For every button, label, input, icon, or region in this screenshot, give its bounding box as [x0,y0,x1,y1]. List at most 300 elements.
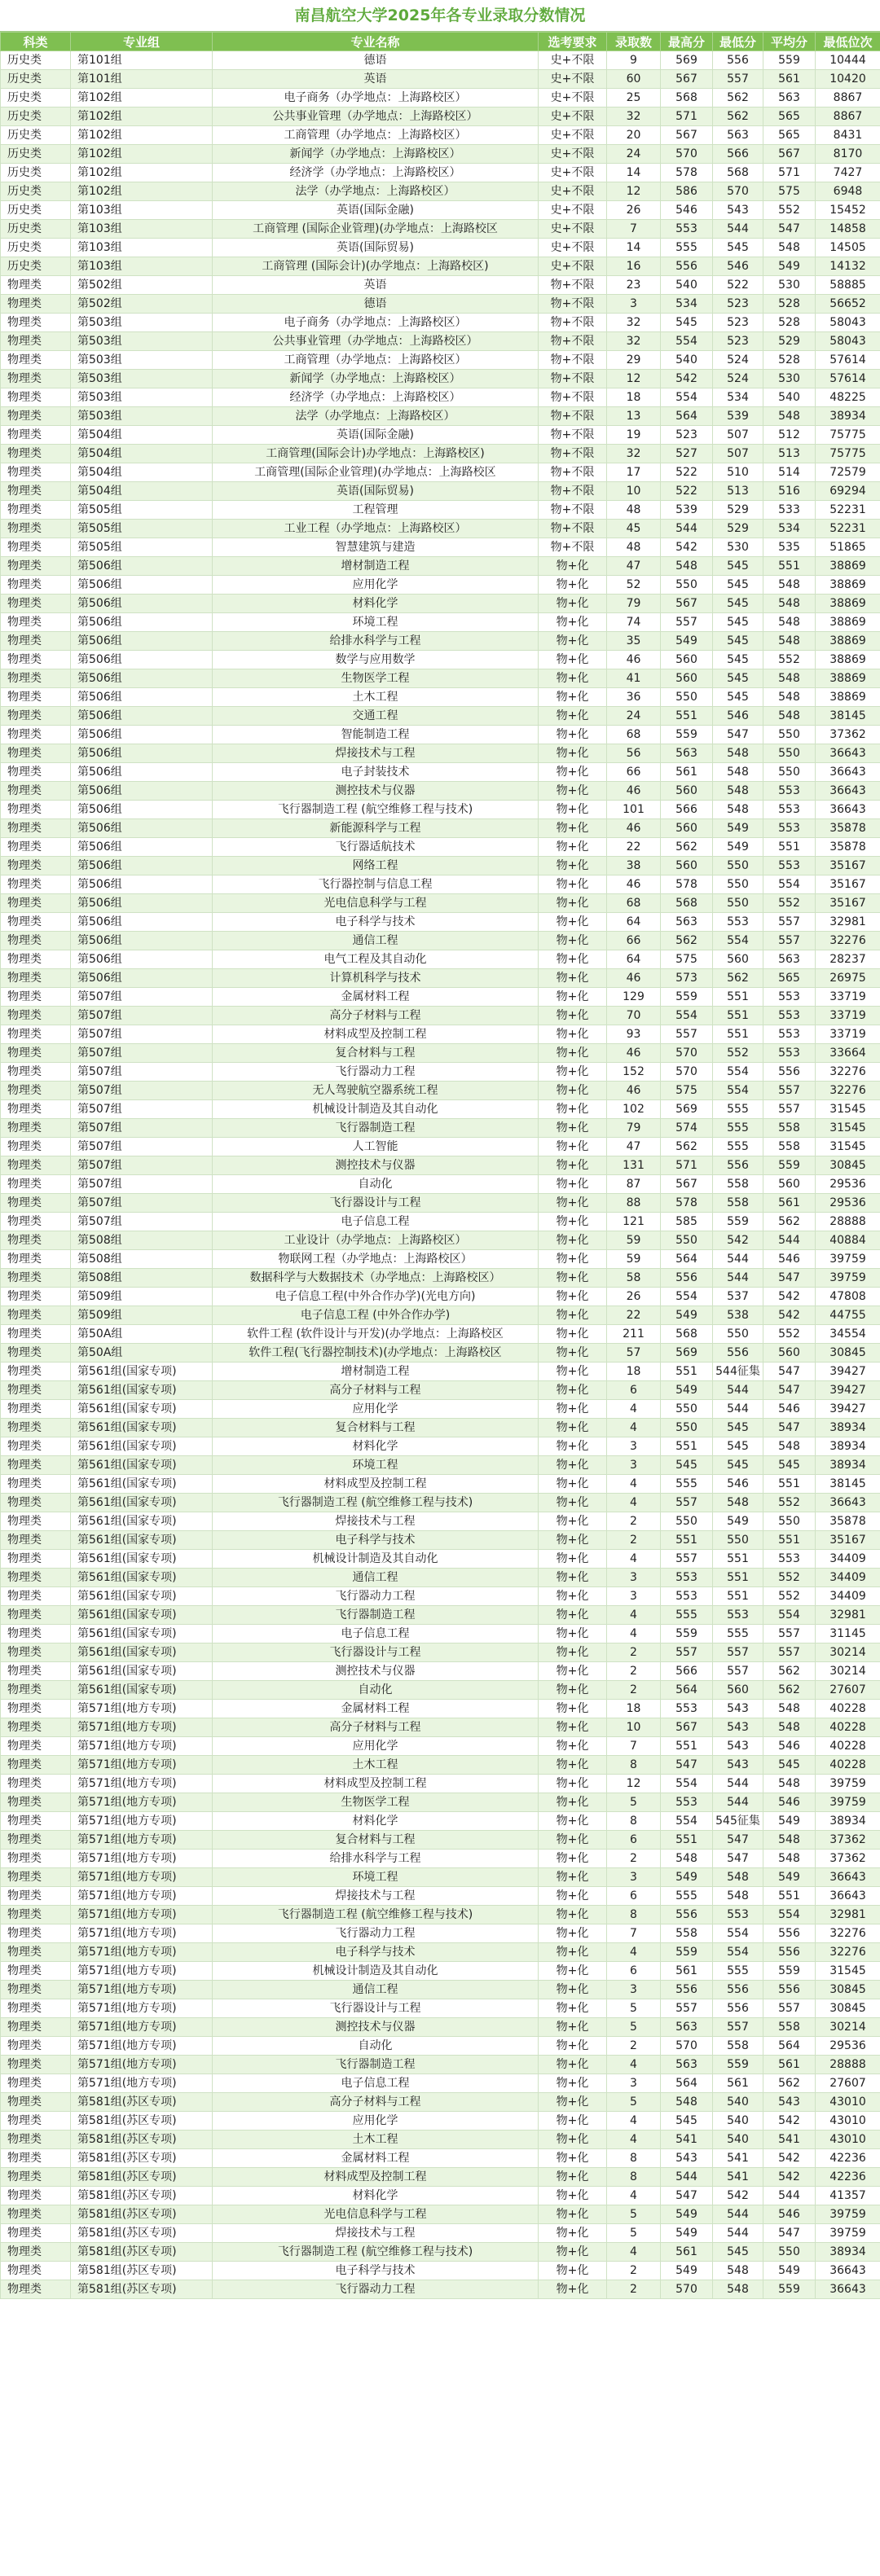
table-row [1,1082,880,1100]
cell-max-score: 548 [661,2093,713,2112]
cell-group: 第506组 [71,969,213,988]
cell-min-rank: 32981 [816,1906,880,1924]
cell-major: 经济学（办学地点：上海路校区） [213,388,539,407]
cell-group: 第506组 [71,576,213,595]
table-row [1,1437,880,1456]
cell-category: 物理类 [1,2037,71,2056]
table-row [1,276,880,295]
cell-min-rank: 31545 [816,1138,880,1156]
cell-admitted: 20 [607,126,661,145]
cell-major: 公共事业管理（办学地点：上海路校区） [213,332,539,351]
cell-avg-score: 564 [763,2037,816,2056]
cell-avg-score: 546 [763,1737,816,1756]
cell-major: 应用化学 [213,1737,539,1756]
cell-avg-score: 565 [763,126,816,145]
cell-min-rank: 30214 [816,1662,880,1681]
cell-major: 土木工程 [213,2131,539,2149]
cell-group: 第571组(地方专项) [71,1756,213,1775]
cell-min-score: 570 [713,182,763,201]
cell-avg-score: 560 [763,1344,816,1363]
cell-min-rank: 38934 [816,1437,880,1456]
table-row [1,2262,880,2280]
cell-avg-score: 563 [763,89,816,108]
cell-requirement: 物+化 [539,950,607,969]
table-row [1,1775,880,1793]
cell-max-score: 566 [661,1662,713,1681]
cell-group: 第508组 [71,1250,213,1269]
cell-group: 第561组(国家专项) [71,1363,213,1381]
cell-requirement: 物+不限 [539,332,607,351]
cell-min-rank: 28237 [816,950,880,969]
cell-min-score: 551 [713,1569,763,1587]
cell-min-rank: 38934 [816,407,880,426]
cell-max-score: 550 [661,1512,713,1531]
cell-admitted: 12 [607,370,661,388]
cell-min-rank: 58043 [816,332,880,351]
header-min-score: 最低分 [713,33,763,51]
cell-avg-score: 556 [763,1924,816,1943]
cell-requirement: 物+化 [539,1213,607,1231]
cell-avg-score: 548 [763,613,816,632]
cell-major: 交通工程 [213,707,539,726]
cell-max-score: 558 [661,1924,713,1943]
cell-group: 第506组 [71,838,213,857]
cell-max-score: 557 [661,1643,713,1662]
cell-min-score: 550 [713,875,763,894]
table-row [1,70,880,89]
cell-max-score: 553 [661,1569,713,1587]
cell-min-score: 548 [713,1887,763,1906]
cell-category: 物理类 [1,1156,71,1175]
table-row [1,1812,880,1831]
cell-group: 第102组 [71,126,213,145]
cell-max-score: 549 [661,632,713,651]
cell-major: 金属材料工程 [213,1700,539,1718]
cell-admitted: 24 [607,707,661,726]
cell-category: 物理类 [1,1494,71,1512]
cell-requirement: 物+化 [539,2093,607,2112]
cell-group: 第571组(地方专项) [71,1812,213,1831]
cell-major: 土木工程 [213,688,539,707]
cell-requirement: 史+不限 [539,51,607,70]
cell-major: 英语(国际金融) [213,426,539,445]
cell-major: 应用化学 [213,1400,539,1419]
cell-major: 高分子材料与工程 [213,1718,539,1737]
cell-min-score: 554 [713,932,763,950]
cell-min-score: 550 [713,894,763,913]
cell-requirement: 物+化 [539,932,607,950]
table-row [1,988,880,1007]
cell-group: 第571组(地方专项) [71,1906,213,1924]
table-row [1,1250,880,1269]
cell-max-score: 563 [661,744,713,763]
cell-admitted: 14 [607,164,661,182]
cell-avg-score: 561 [763,1194,816,1213]
cell-min-score: 545 [713,557,763,576]
cell-avg-score: 557 [763,1643,816,1662]
cell-major: 复合材料与工程 [213,1831,539,1850]
cell-category: 物理类 [1,1606,71,1625]
cell-group: 第506组 [71,669,213,688]
cell-requirement: 物+化 [539,763,607,782]
cell-admitted: 46 [607,969,661,988]
cell-avg-score: 535 [763,538,816,557]
cell-min-score: 541 [713,2168,763,2187]
cell-category: 物理类 [1,669,71,688]
cell-requirement: 物+化 [539,1231,607,1250]
cell-category: 物理类 [1,1082,71,1100]
cell-max-score: 551 [661,1437,713,1456]
table-row [1,482,880,501]
cell-category: 物理类 [1,445,71,463]
cell-min-rank: 31545 [816,1962,880,1981]
cell-min-score: 546 [713,707,763,726]
cell-avg-score: 557 [763,1999,816,2018]
cell-admitted: 23 [607,276,661,295]
cell-min-score: 553 [713,913,763,932]
table-row [1,1569,880,1587]
table-row [1,613,880,632]
cell-max-score: 522 [661,482,713,501]
cell-admitted: 64 [607,913,661,932]
cell-major: 增材制造工程 [213,557,539,576]
cell-group: 第571组(地方专项) [71,1887,213,1906]
cell-group: 第571组(地方专项) [71,1737,213,1756]
cell-min-score: 556 [713,1156,763,1175]
table-row [1,1063,880,1082]
cell-avg-score: 551 [763,557,816,576]
cell-requirement: 物+化 [539,1306,607,1325]
cell-max-score: 544 [661,520,713,538]
cell-group: 第103组 [71,220,213,239]
cell-group: 第503组 [71,332,213,351]
cell-min-rank: 14132 [816,257,880,276]
cell-min-rank: 37362 [816,1850,880,1868]
cell-category: 历史类 [1,145,71,164]
cell-major: 法学（办学地点：上海路校区） [213,407,539,426]
cell-min-score: 545 [713,1437,763,1456]
table-row [1,1531,880,1550]
cell-major: 材料化学 [213,1812,539,1831]
cell-min-score: 540 [713,2112,763,2131]
cell-min-rank: 31545 [816,1119,880,1138]
cell-avg-score: 548 [763,1775,816,1793]
cell-min-rank: 33719 [816,988,880,1007]
cell-major: 材料成型及控制工程 [213,1025,539,1044]
cell-category: 物理类 [1,969,71,988]
cell-requirement: 物+化 [539,1475,607,1494]
cell-max-score: 567 [661,70,713,89]
cell-major: 生物医学工程 [213,669,539,688]
cell-avg-score: 562 [763,1681,816,1700]
cell-avg-score: 512 [763,426,816,445]
cell-major: 金属材料工程 [213,2149,539,2168]
cell-major: 工业工程（办学地点：上海路校区） [213,520,539,538]
cell-min-score: 551 [713,1587,763,1606]
cell-min-rank: 27607 [816,1681,880,1700]
table-row [1,1850,880,1868]
cell-requirement: 物+化 [539,1850,607,1868]
cell-min-rank: 43010 [816,2131,880,2149]
cell-avg-score: 552 [763,1569,816,1587]
cell-category: 物理类 [1,1868,71,1887]
cell-avg-score: 553 [763,988,816,1007]
table-row [1,913,880,932]
cell-max-score: 559 [661,726,713,744]
cell-admitted: 68 [607,726,661,744]
cell-major: 电子信息工程(中外合作办学)(光电方向) [213,1288,539,1306]
cell-min-rank: 39759 [816,2224,880,2243]
cell-max-score: 550 [661,1231,713,1250]
cell-avg-score: 528 [763,314,816,332]
cell-requirement: 物+化 [539,1437,607,1456]
cell-group: 第503组 [71,314,213,332]
cell-min-rank: 31145 [816,1625,880,1643]
cell-admitted: 46 [607,1044,661,1063]
cell-avg-score: 541 [763,2131,816,2149]
cell-min-rank: 28888 [816,2056,880,2074]
cell-group: 第506组 [71,651,213,669]
cell-min-rank: 34409 [816,1587,880,1606]
cell-avg-score: 557 [763,932,816,950]
cell-max-score: 553 [661,220,713,239]
cell-group: 第561组(国家专项) [71,1550,213,1569]
cell-max-score: 578 [661,164,713,182]
cell-admitted: 17 [607,463,661,482]
cell-major: 环境工程 [213,1868,539,1887]
cell-admitted: 8 [607,1812,661,1831]
table-row [1,1681,880,1700]
table-row [1,1288,880,1306]
cell-min-rank: 47808 [816,1288,880,1306]
cell-max-score: 570 [661,2280,713,2299]
cell-group: 第581组(苏区专项) [71,2243,213,2262]
cell-group: 第508组 [71,1269,213,1288]
cell-admitted: 19 [607,426,661,445]
cell-category: 物理类 [1,857,71,875]
cell-avg-score: 547 [763,220,816,239]
cell-requirement: 物+化 [539,1569,607,1587]
cell-min-score: 554 [713,1924,763,1943]
cell-admitted: 4 [607,1494,661,1512]
cell-avg-score: 558 [763,2018,816,2037]
cell-min-rank: 57614 [816,370,880,388]
cell-max-score: 553 [661,1793,713,1812]
cell-major: 高分子材料与工程 [213,2093,539,2112]
table-row [1,1156,880,1175]
cell-min-rank: 32276 [816,1943,880,1962]
cell-major: 高分子材料与工程 [213,1381,539,1400]
cell-category: 物理类 [1,1437,71,1456]
cell-min-rank: 26975 [816,969,880,988]
cell-max-score: 549 [661,2205,713,2224]
cell-min-score: 563 [713,126,763,145]
cell-requirement: 物+化 [539,1100,607,1119]
cell-min-score: 547 [713,1850,763,1868]
cell-group: 第571组(地方专项) [71,2037,213,2056]
cell-requirement: 史+不限 [539,201,607,220]
cell-requirement: 物+化 [539,632,607,651]
cell-avg-score: 547 [763,1269,816,1288]
cell-category: 物理类 [1,1569,71,1587]
cell-group: 第581组(苏区专项) [71,2224,213,2243]
cell-max-score: 561 [661,2243,713,2262]
cell-major: 飞行器适航技术 [213,838,539,857]
cell-min-rank: 32981 [816,1606,880,1625]
cell-min-rank: 35167 [816,875,880,894]
cell-admitted: 3 [607,295,661,314]
cell-min-rank: 39427 [816,1381,880,1400]
cell-requirement: 物+化 [539,1681,607,1700]
cell-min-score: 548 [713,1494,763,1512]
cell-max-score: 553 [661,1587,713,1606]
cell-requirement: 物+化 [539,2280,607,2299]
cell-avg-score: 551 [763,1531,816,1550]
cell-group: 第102组 [71,182,213,201]
cell-group: 第507组 [71,1138,213,1156]
cell-min-score: 555 [713,1625,763,1643]
cell-major: 给排水科学与工程 [213,1850,539,1868]
cell-min-score: 524 [713,351,763,370]
cell-max-score: 557 [661,1999,713,2018]
table-row [1,463,880,482]
cell-category: 物理类 [1,2262,71,2280]
cell-requirement: 物+化 [539,2262,607,2280]
cell-major: 飞行器动力工程 [213,1587,539,1606]
cell-major: 工商管理(国际会计)办学地点：上海路校区) [213,445,539,463]
cell-min-score: 552 [713,1044,763,1063]
cell-admitted: 6 [607,1887,661,1906]
cell-requirement: 史+不限 [539,70,607,89]
cell-requirement: 史+不限 [539,182,607,201]
cell-group: 第506组 [71,857,213,875]
cell-category: 历史类 [1,201,71,220]
cell-requirement: 物+化 [539,707,607,726]
cell-group: 第571组(地方专项) [71,1700,213,1718]
cell-min-rank: 33719 [816,1007,880,1025]
table-row [1,894,880,913]
cell-max-score: 556 [661,1906,713,1924]
cell-max-score: 567 [661,126,713,145]
cell-group: 第502组 [71,276,213,295]
cell-group: 第571组(地方专项) [71,2056,213,2074]
table-header-row [1,33,880,51]
table-row [1,1138,880,1156]
cell-group: 第506组 [71,763,213,782]
cell-avg-score: 571 [763,164,816,182]
cell-min-score: 550 [713,1325,763,1344]
cell-avg-score: 530 [763,276,816,295]
cell-min-score: 548 [713,763,763,782]
cell-category: 物理类 [1,1850,71,1868]
cell-requirement: 物+化 [539,1831,607,1850]
cell-max-score: 523 [661,426,713,445]
cell-group: 第561组(国家专项) [71,1662,213,1681]
cell-major: 工业设计（办学地点：上海路校区） [213,1231,539,1250]
cell-admitted: 41 [607,669,661,688]
cell-major: 德语 [213,51,539,70]
cell-admitted: 46 [607,819,661,838]
cell-min-rank: 38869 [816,576,880,595]
cell-admitted: 3 [607,1456,661,1475]
cell-requirement: 物+化 [539,1494,607,1512]
cell-avg-score: 534 [763,520,816,538]
cell-admitted: 8 [607,1906,661,1924]
cell-requirement: 史+不限 [539,220,607,239]
cell-min-score: 557 [713,70,763,89]
cell-requirement: 物+化 [539,576,607,595]
cell-requirement: 物+化 [539,669,607,688]
cell-admitted: 46 [607,651,661,669]
cell-min-score: 522 [713,276,763,295]
cell-major: 材料化学 [213,595,539,613]
cell-group: 第561组(国家专项) [71,1400,213,1419]
cell-admitted: 45 [607,520,661,538]
cell-category: 物理类 [1,875,71,894]
cell-max-score: 557 [661,613,713,632]
cell-major: 英语(国际贸易) [213,482,539,501]
cell-min-rank: 36643 [816,763,880,782]
cell-major: 飞行器制造工程 [213,1606,539,1625]
cell-category: 物理类 [1,1269,71,1288]
cell-group: 第505组 [71,501,213,520]
cell-category: 物理类 [1,1999,71,2018]
cell-major: 飞行器控制与信息工程 [213,875,539,894]
table-row [1,1400,880,1419]
cell-min-score: 544 [713,2224,763,2243]
cell-admitted: 2 [607,2037,661,2056]
cell-category: 物理类 [1,1943,71,1962]
cell-major: 英语(国际金融) [213,201,539,220]
cell-group: 第507组 [71,1156,213,1175]
cell-admitted: 2 [607,1512,661,1531]
cell-min-rank: 39427 [816,1363,880,1381]
cell-admitted: 74 [607,613,661,632]
cell-max-score: 568 [661,1325,713,1344]
cell-group: 第506组 [71,688,213,707]
cell-min-rank: 32276 [816,1063,880,1082]
cell-requirement: 物+化 [539,1793,607,1812]
table-row [1,538,880,557]
cell-admitted: 3 [607,1569,661,1587]
cell-requirement: 物+化 [539,1269,607,1288]
cell-avg-score: 557 [763,1100,816,1119]
cell-requirement: 史+不限 [539,126,607,145]
cell-min-score: 523 [713,314,763,332]
cell-major: 工程管理 [213,501,539,520]
cell-category: 物理类 [1,1063,71,1082]
table-row [1,1494,880,1512]
cell-requirement: 物+化 [539,688,607,707]
cell-min-score: 550 [713,1531,763,1550]
cell-max-score: 571 [661,108,713,126]
cell-requirement: 物+化 [539,1363,607,1381]
cell-group: 第571组(地方专项) [71,2018,213,2037]
cell-category: 物理类 [1,651,71,669]
cell-avg-score: 551 [763,1475,816,1494]
cell-avg-score: 551 [763,1887,816,1906]
cell-group: 第571组(地方专项) [71,1999,213,2018]
cell-min-rank: 37362 [816,1831,880,1850]
table-row [1,2187,880,2205]
cell-admitted: 4 [607,1943,661,1962]
cell-min-rank: 39759 [816,1269,880,1288]
table-row [1,1194,880,1213]
cell-group: 第505组 [71,520,213,538]
cell-requirement: 物+化 [539,969,607,988]
cell-major: 飞行器制造工程 (航空维修工程与技术) [213,801,539,819]
cell-admitted: 88 [607,1194,661,1213]
